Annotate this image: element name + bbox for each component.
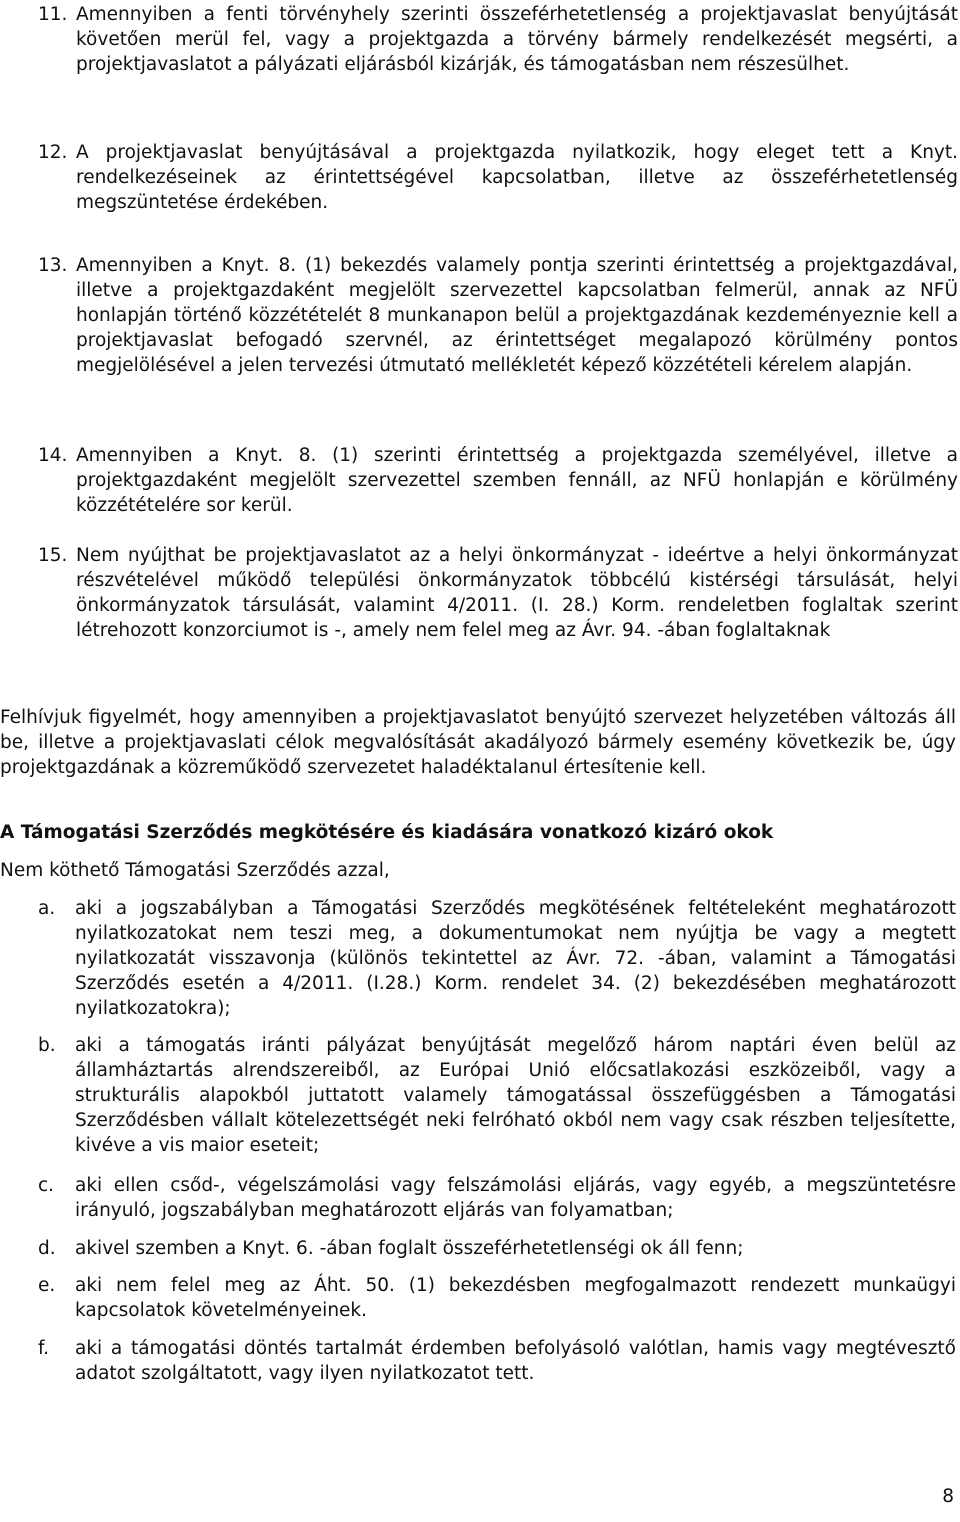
item-number: 12. (38, 142, 68, 163)
lettered-item-e (0, 1273, 956, 1323)
lettered-item-a (0, 896, 956, 1021)
numbered-item-13 (0, 253, 958, 378)
lettered-item-d (0, 1236, 956, 1261)
item-letter: b. (38, 1035, 56, 1056)
item-letter: f. (38, 1338, 50, 1359)
item-text: Amennyiben a Knyt. 8. (1) bekezdés valamely pontja szerinti érintettség a projektgazdával, illetve a projektgazdaként megjelölt szervezettel kapcsolatban felmerül, annak az NFÜ honlapján történő közzétételét 8 munkanapon belül a projektgazdának kezdeményeznie kell a projektjavaslat befogadó szervnél, az érintettséget megalapozó körülmény pontos megjelölésével a jelen tervezési útmutató mellékletét képező közzétételi kérelem alapján. (76, 255, 958, 376)
item-text: aki a támogatás iránti pályázat benyújtását megelőző három naptári éven belül az államháztartás alrendszereiből, az Európai Unió előcsatlakozási eszközeiből, vagy a strukturális alapokból juttatott valamely támogatással összefüggésben a Támogatási Szerződésben vállalt kötelezettségét neki felróható okból nem vagy csak részben teljesítette, kivéve a vis maior eseteit; (75, 1035, 956, 1156)
item-number: 14. (38, 445, 68, 466)
item-letter: c. (38, 1175, 55, 1196)
item-number: 11. (38, 4, 68, 25)
item-letter: e. (38, 1275, 56, 1296)
numbered-item-11 (0, 2, 958, 77)
item-text: aki a jogszabályban a Támogatási Szerződés megkötésének feltételeként meghatározott nyilatkozatokat nem teszi meg, a dokumentumokat nem nyújtja be vagy a megtett nyilatkozatát visszavonja (különös tekintettel az Ávr. 72. -ában, valamint a Támogatási Szerződés esetén a 4/2011. (I.28.) Korm. rendelet 34. (2) bekezdésében meghatározott nyilatkozatokra); (75, 898, 956, 1019)
item-number: 15. (38, 545, 68, 566)
item-text: A projektjavaslat benyújtásával a projektgazda nyilatkozik, hogy eleget tett a Knyt. rendelkezéseinek az érintettségével kapcsolatban, illetve az összeférhetetlenség megszüntetése érdekében. (76, 142, 958, 213)
item-letter: d. (38, 1238, 56, 1259)
item-text: aki a támogatási döntés tartalmát érdemben befolyásoló valótlan, hamis vagy megtévesztő adatot szolgáltatott, vagy ilyen nyilatkozatot tett. (75, 1338, 956, 1384)
section-intro: Nem köthető Támogatási Szerződés azzal, (0, 860, 390, 881)
lettered-item-c (0, 1173, 956, 1223)
item-text: aki ellen csőd-, végelszámolási vagy felszámolási eljárás, vagy egyéb, a megszüntetésre irányuló, jogszabályban meghatározott eljárás van folyamatban; (75, 1175, 956, 1221)
numbered-item-14 (0, 443, 958, 518)
lettered-item-f (0, 1336, 956, 1386)
item-text: Amennyiben a fenti törvényhely szerinti összeférhetetlenség a projektjavaslat benyújtását követően merül fel, vagy a projektgazda a törvény bármely rendelkezését megsérti, a projektjavaslatot a pályázati eljárásból kizárják, és támogatásban nem részesülhet. (76, 4, 958, 75)
numbered-item-15 (0, 543, 958, 643)
page-number: 8 (942, 1486, 954, 1507)
item-text: Amennyiben a Knyt. 8. (1) szerinti érintettség a projektgazda személyével, illetve a projektgazdaként megjelölt szervezettel szemben fennáll, az NFÜ honlapján e körülmény közzétételére sor kerül. (76, 445, 958, 516)
item-text: akivel szemben a Knyt. 6. -ában foglalt összeférhetetlenségi ok áll fenn; (75, 1238, 744, 1259)
notice-paragraph: Felhívjuk figyelmét, hogy amennyiben a projektjavaslatot benyújtó szervezet helyzetében változás áll be, illetve a projektjavaslati célok megvalósítását akadályozó bármely esemény következik be, úgy projektgazdának a közreműködő szervezetet haladéktalanul értesítenie kell. (0, 707, 956, 778)
item-text: Nem nyújthat be projektjavaslatot az a helyi önkormányzat - ideértve a helyi önkormányzat részvételével működő települési önkormányzatok többcélú kistérségi társulását, helyi önkormányzatok társulását, valamint 4/2011. (I. 28.) Korm. rendeletben foglaltak szerint létrehozott konzorciumot is -, amely nem felel meg az Ávr. 94. -ában foglaltaknak (76, 545, 958, 641)
numbered-item-12 (0, 140, 958, 215)
lettered-item-b (0, 1033, 956, 1158)
item-number: 13. (38, 255, 68, 276)
item-text: aki nem felel meg az Áht. 50. (1) bekezdésben megfogalmazott rendezett munkaügyi kapcsolatok követelményeinek. (75, 1275, 956, 1321)
item-letter: a. (38, 898, 56, 919)
section-heading: A Támogatási Szerződés megkötésére és kiadására vonatkozó kizáró okok (0, 822, 774, 843)
